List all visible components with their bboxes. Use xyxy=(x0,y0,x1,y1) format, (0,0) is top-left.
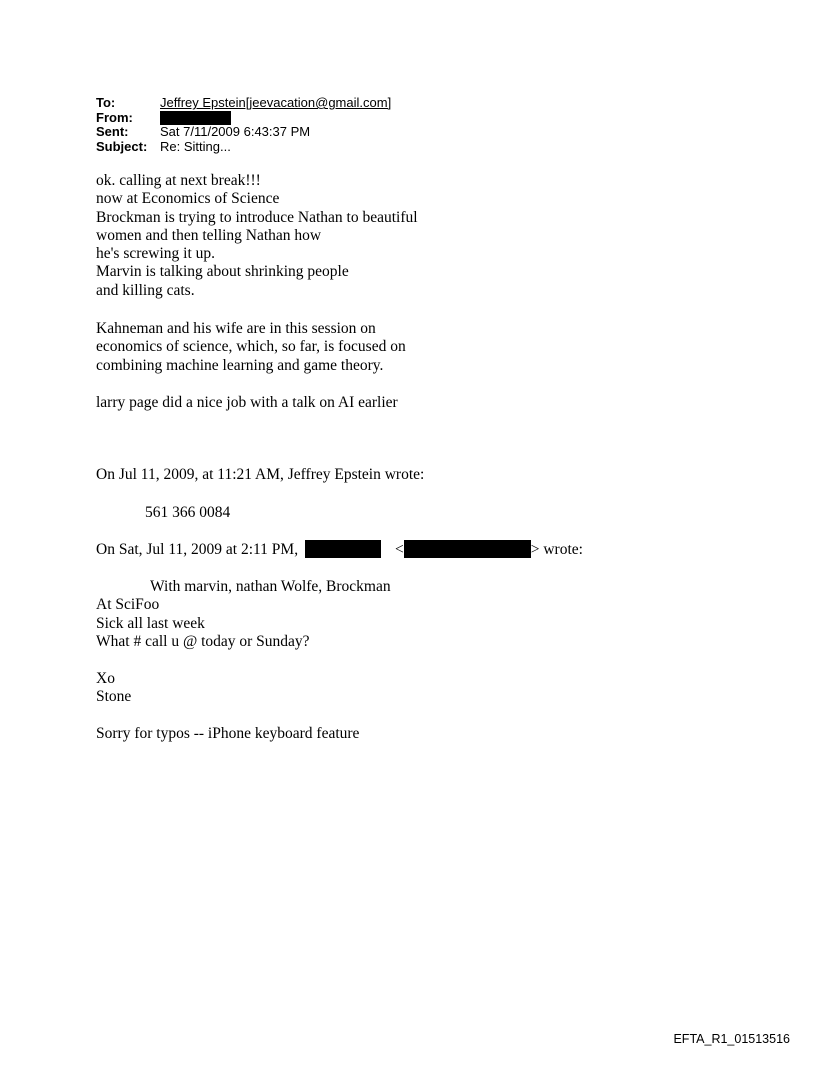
quote-header-prefix: On Sat, Jul 11, 2009 at 2:11 PM, xyxy=(96,541,299,558)
body-line: Kahneman and his wife are in this session on xyxy=(96,320,376,337)
redacted-name xyxy=(305,540,381,558)
phone-number: 561 366 0084 xyxy=(145,504,231,521)
body-paragraph-1 xyxy=(96,172,418,300)
subject-value: Re: Sitting... xyxy=(160,138,231,154)
body-line: combining machine learning and game theory. xyxy=(96,356,384,374)
signoff-line: Xo xyxy=(96,670,115,687)
body-line: now at Economics of Science xyxy=(96,190,280,208)
quote-header-1: On Jul 11, 2009, at 11:21 AM, Jeffrey Epstein wrote: xyxy=(96,466,425,483)
to-row xyxy=(96,96,391,111)
typo-note: Sorry for typos -- iPhone keyboard feature xyxy=(96,725,360,742)
from-label: From: xyxy=(96,109,133,125)
signoff xyxy=(96,670,131,707)
body-paragraph-3 xyxy=(96,394,398,412)
quoted-line: With marvin, nathan Wolfe, Brockman xyxy=(150,578,391,595)
from-row xyxy=(96,111,391,126)
quoted-line: At SciFoo xyxy=(96,596,160,614)
quote-header-2 xyxy=(96,540,583,558)
body-line: he's screwing it up. xyxy=(96,245,216,263)
quote-header-lt: < xyxy=(394,541,404,558)
body-line: Brockman is trying to introduce Nathan to beautiful xyxy=(96,208,418,226)
body-line: Marvin is talking about shrinking people xyxy=(96,263,349,281)
subject-row xyxy=(96,140,391,155)
sent-value: Sat 7/11/2009 6:43:37 PM xyxy=(160,124,311,139)
quote-header-suffix: > wrote: xyxy=(530,541,583,558)
body-line: women and then telling Nathan how xyxy=(96,226,322,244)
redacted-sender xyxy=(160,111,231,125)
quoted-line: Sick all last week xyxy=(96,614,205,632)
body-line: ok. calling at next break!!! xyxy=(96,172,261,189)
sent-row xyxy=(96,125,391,140)
sent-label: Sent: xyxy=(96,124,129,139)
subject-label: Subject: xyxy=(96,138,148,154)
to-value: Jeffrey Epstein[jeevacation@gmail.com] xyxy=(160,95,392,110)
quoted-message xyxy=(96,578,391,651)
body-paragraph-2 xyxy=(96,320,406,375)
to-label: To: xyxy=(96,95,116,110)
redacted-email xyxy=(404,540,531,558)
body-line: larry page did a nice job with a talk on AI earlier xyxy=(96,394,398,411)
email-header xyxy=(96,96,391,154)
body-line: economics of science, which, so far, is focused on xyxy=(96,338,406,356)
body-line: and killing cats. xyxy=(96,281,195,299)
document-id: EFTA_R1_01513516 xyxy=(673,1032,790,1046)
signoff-line: Stone xyxy=(96,688,132,706)
quoted-line: What # call u @ today or Sunday? xyxy=(96,632,310,650)
